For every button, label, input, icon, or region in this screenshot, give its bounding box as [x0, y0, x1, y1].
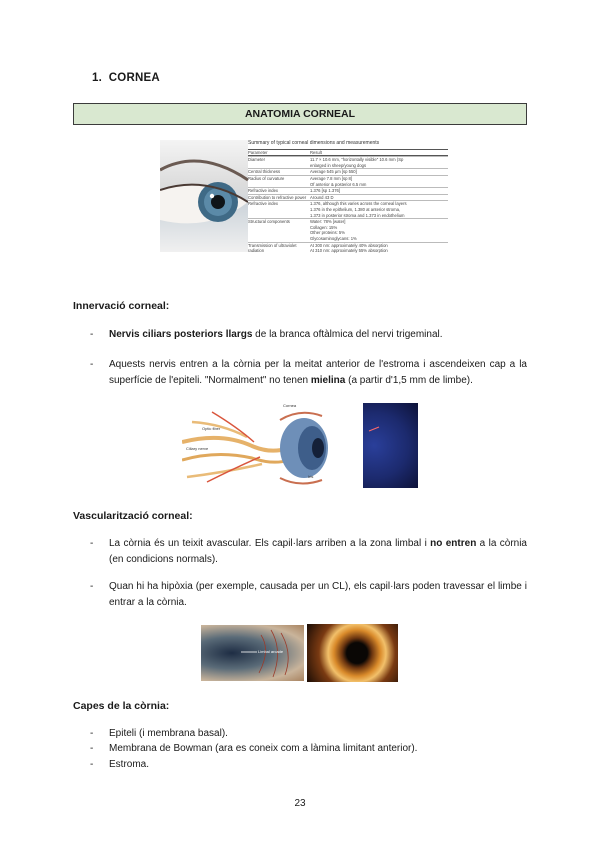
table-header-cell: Parameter	[248, 149, 268, 155]
banner-title: ANATOMIA CORNEAL	[244, 108, 356, 120]
item-text: Epiteli (i membrana basal).	[109, 728, 228, 739]
page-number: 23	[294, 798, 306, 809]
item-text: a la còrnia (en condicions normals).	[109, 538, 527, 565]
item-text: Estroma.	[109, 759, 150, 770]
bullet-marker: -	[90, 581, 94, 592]
table-cell: 11.7 × 10.6 mm, "horizontally visible" 10.6 mm (Sp	[310, 157, 404, 163]
vascularization-heading: Vascularització corneal:	[73, 510, 193, 522]
table-cell: Glycosaminoglycans: 1%	[310, 235, 357, 241]
table-cell: Transmission of ultraviolet radiation	[248, 242, 297, 254]
table-row	[248, 187, 448, 194]
eye-photo	[160, 140, 248, 252]
section-title: CORNEA	[108, 72, 160, 84]
table-row	[248, 156, 448, 168]
bullet-marker: -	[90, 538, 94, 549]
table-cell: Water: 78% [water]	[310, 219, 346, 225]
layers-heading: Capes de la còrnia:	[73, 700, 170, 712]
table-cell: Structural components	[248, 219, 290, 225]
table-cell: Contribution to refractive power	[248, 194, 307, 200]
table-cell: 1.376, although this varies across the corneal layers	[310, 201, 407, 207]
table-cell: Average 545 μm [sp 550]	[310, 169, 357, 175]
figure-label: Limbal arcade	[258, 649, 284, 654]
vascularized-cornea-photo	[307, 624, 398, 682]
bullet-marker: -	[90, 743, 94, 754]
bullet-marker: -	[90, 759, 94, 770]
table-cell: At 300 nm: approximately 40% absorption	[310, 242, 388, 248]
table-row	[248, 194, 448, 201]
item-text: (a partir d'1,5 mm de limbe).	[345, 374, 473, 386]
bullet-marker: -	[90, 359, 94, 370]
figure-label: Ciliary nerve	[186, 446, 209, 451]
table-row	[248, 242, 448, 254]
table-cell: 1.373 in posterior stroma and 1.373 in endothelium	[310, 212, 405, 218]
section-heading	[92, 72, 160, 84]
bold-text: mielina	[310, 374, 346, 386]
table-row	[248, 218, 448, 241]
table-header-cell: Result	[310, 149, 322, 155]
table-cell: Radius of curvature	[248, 175, 285, 181]
anatomy-banner	[73, 103, 527, 125]
figure-label: Cornea	[283, 403, 297, 408]
table-cell: Refractive index	[248, 188, 279, 194]
corneal-dimensions-table	[248, 141, 448, 301]
table-row	[248, 200, 448, 218]
table-cell: Other proteins: 5%	[310, 230, 345, 236]
bold-text: Nervis ciliars posteriors llargs	[109, 329, 253, 340]
item-text: de la branca oftàlmica del nervi trigeminal.	[252, 329, 443, 340]
corneal-nerve-diagram	[182, 402, 332, 488]
bullet-marker: -	[90, 329, 94, 340]
table-cell: Around 43 D	[310, 194, 334, 200]
table-cell: Average 7.8 mm [sp 8]	[310, 175, 353, 181]
table-cell: Refractive index	[248, 201, 279, 207]
limbal-arcade-photo	[201, 625, 304, 681]
bullet-marker: -	[90, 728, 94, 739]
table-cell: Of anterior & posterior 6.5 mm	[310, 181, 367, 187]
table-cell: Collagen: 15%	[310, 224, 338, 230]
table-cell: enlarged in sheep/young dogs	[310, 162, 367, 168]
innervation-heading: Innervació corneal:	[73, 300, 170, 312]
table-cell: 1.376 [sp 1.376]	[310, 188, 341, 194]
figure-label: Optic fiber	[202, 426, 221, 431]
limbus-photo	[363, 403, 418, 488]
table-cell: Diameter	[248, 157, 265, 163]
table-row	[248, 175, 448, 187]
table-cell: Central thickness	[248, 169, 281, 175]
figure-label: Iris	[308, 474, 314, 479]
section-number: 1.	[92, 72, 102, 84]
table-cell: 1.376 in the epithelium, 1.380 at anterior stroma,	[310, 206, 401, 212]
table-title: Summary of typical corneal dimensions and measurements	[248, 140, 380, 146]
table-row	[248, 168, 448, 175]
item-text: Quan hi ha hipòxia (per exemple, causada per un CL), els capil·lars poden travessar el limbe i entrar a la còrnia.	[109, 581, 527, 608]
table-cell: At 310 nm: approximately 55% absorption	[310, 248, 388, 254]
item-text: La còrnia és un teixit avascular. Els capil·lars arriben a la zona limbal i	[109, 538, 431, 549]
bold-text: no entren	[430, 538, 477, 549]
item-text: Aquests nervis entren a la còrnia per la meitat anterior de l'estroma i ascendeixen cap a la superfície de l'epiteli. "Normalment" no tenen	[109, 359, 527, 386]
item-text: Membrana de Bowman (ara es coneix com a làmina limitant anterior).	[109, 743, 418, 754]
